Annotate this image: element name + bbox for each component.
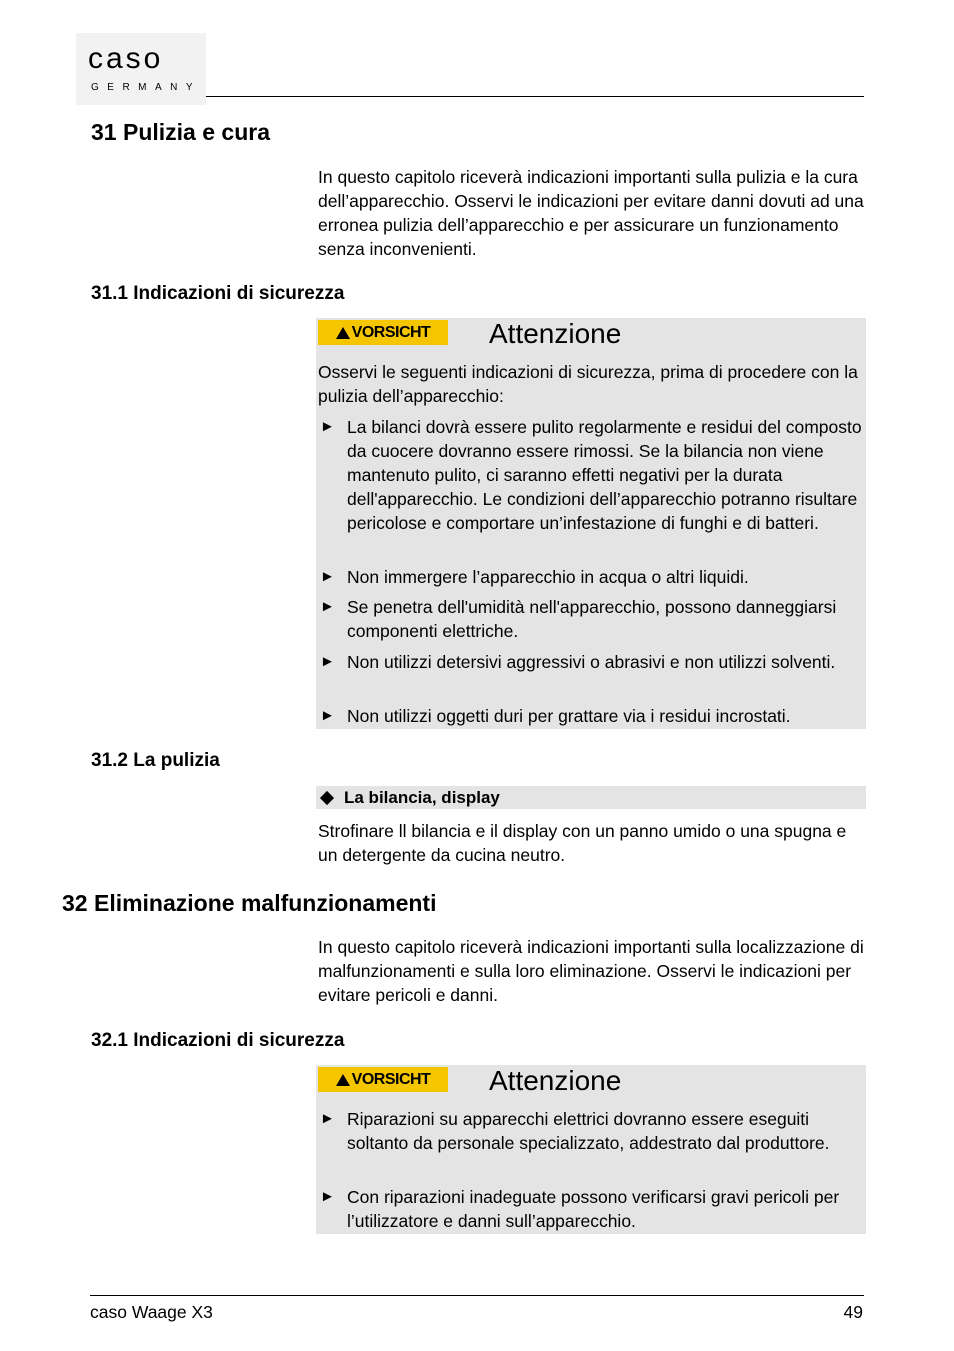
diamond-icon [320, 790, 334, 804]
section-32-1-title: 32.1 Indicazioni di sicurezza [91, 1030, 345, 1051]
badge-label: VORSICHT [351, 323, 431, 341]
list-item: ► La bilanci dovrà essere pulito regolarmente e residui del composto da cuocere dovranno essere rimossi. Se la bilancia non viene mantenuto pulito, ci saranno effetti negativi per la durata dell'apparecchio. Le condizioni dell’apparecchio potranno risultare pericolose e comportare un’infestazione di funghi e di batteri. [320, 417, 862, 533]
triangle-right-icon: ► [320, 707, 335, 724]
triangle-right-icon: ► [320, 418, 335, 435]
logo-text: caso [88, 42, 164, 75]
footer-rule [90, 1295, 864, 1296]
panel-lead: Osservi le seguenti indicazioni di sicurezza, prima di procedere con la pulizia dell’apparecchio: [318, 362, 858, 406]
header-rule [206, 96, 864, 97]
triangle-right-icon: ► [320, 1188, 335, 1205]
warning-icon [336, 327, 350, 339]
section-32-title: 32 Eliminazione malfunzionamenti [62, 890, 437, 916]
cleaning-text: Strofinare ll bilancia e il display con un panno umido o una spugna e un detergente da cucina neutro. [318, 821, 847, 865]
footer-product: caso Waage X3 [90, 1302, 213, 1322]
section-32-intro: In questo capitolo riceverà indicazioni importanti sulla localizzazione di malfunzionamenti e sulla loro eliminazione. Osservi le indicazioni per evitare pericoli e danni. [318, 937, 864, 1005]
list-item: ► Non immergere l’apparecchio in acqua o altri liquidi. [320, 567, 749, 587]
vorsicht-badge [318, 320, 448, 345]
list-item: ► Non utilizzi detersivi aggressivi o abrasivi e non utilizzi solventi. [320, 652, 836, 672]
triangle-right-icon: ► [320, 568, 335, 585]
list-item: ► Se penetra dell'umidità nell'apparecchio, possono danneggiarsi componenti elettriche. [320, 597, 837, 641]
triangle-right-icon: ► [320, 1110, 335, 1127]
list-item: ► Riparazioni su apparecchi elettrici dovranno essere eseguiti soltanto da personale specializzato, addestrato dal produttore. [320, 1109, 830, 1153]
section-31-title: 31 Pulizia e cura [91, 119, 270, 145]
section-31-2-title: 31.2 La pulizia [91, 750, 220, 771]
triangle-right-icon: ► [320, 653, 335, 670]
list-item: ► Con riparazioni inadeguate possono verificarsi gravi pericoli per l’utilizzatore e danni sull’apparecchio. [320, 1187, 840, 1231]
triangle-right-icon: ► [320, 598, 335, 615]
panel-title: Attenzione [489, 1065, 622, 1096]
subsection-bar-label: La bilancia, display [344, 787, 500, 807]
warning-icon [336, 1074, 350, 1086]
section-31-intro: In questo capitolo riceverà indicazioni importanti sulla pulizia e la cura dell’apparecchio. Osservi le indicazioni per evitare danni dovuti ad una erronea pulizia dell’apparecchio e per assicurare un funzionamento senza inconvenienti. [318, 167, 864, 259]
badge-label: VORSICHT [351, 1070, 431, 1088]
subsection-bar [316, 786, 866, 809]
list-item: ► Non utilizzi oggetti duri per grattare via i residui incrostati. [320, 706, 791, 726]
logo-subtext: GERMANY [91, 82, 202, 93]
panel-title: Attenzione [489, 318, 622, 349]
page-number: 49 [843, 1302, 863, 1322]
section-31-1-title: 31.1 Indicazioni di sicurezza [91, 283, 345, 304]
vorsicht-badge [318, 1067, 448, 1092]
